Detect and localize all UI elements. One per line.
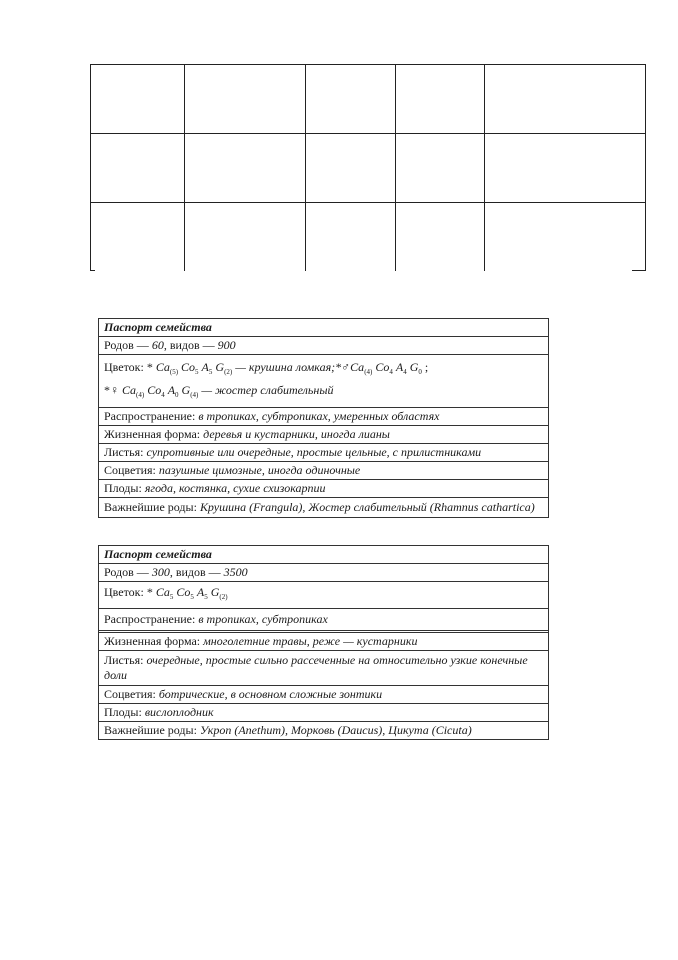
species-count: 3500 — [223, 565, 248, 579]
formula-co: Co — [181, 360, 196, 374]
formula-a: A — [201, 360, 209, 374]
formula-ca: Ca — [155, 585, 170, 599]
formula-ca: Ca — [155, 360, 170, 374]
grid-line — [90, 64, 91, 271]
formula-g: G — [409, 360, 419, 374]
row-label: Соцветия: — [104, 463, 159, 477]
row-value: многолетние травы, реже — кустарники — [203, 634, 418, 648]
formula-female-prefix: *♀ — [104, 383, 122, 397]
row-label: Распространение: — [104, 409, 199, 423]
formula-ca: Ca — [350, 360, 365, 374]
formula-sub: 4 — [389, 368, 393, 376]
row-label: Распространение: — [104, 612, 199, 626]
formula-g: G — [181, 383, 191, 397]
formula-co: Co — [176, 585, 191, 599]
flower-label: Цветок: — [104, 585, 147, 599]
formula-sub: 4 — [403, 368, 407, 376]
family-passport-table-2 — [98, 545, 549, 740]
row-label: Важнейшие роды: — [104, 500, 200, 514]
formula-sub: (4) — [364, 368, 373, 376]
formula-co: Co — [375, 360, 390, 374]
species-label: , видов — — [169, 565, 224, 579]
grid-line — [90, 64, 646, 65]
row-value: в тропиках, субтропиках — [198, 612, 328, 626]
life-form-row — [99, 426, 548, 444]
grid-line — [484, 64, 485, 271]
grid-line — [632, 270, 646, 271]
flower-row — [99, 355, 548, 408]
life-form-row — [99, 633, 548, 651]
formula-species-name: — крушина ломкая;*♂ — [232, 360, 351, 374]
genera-prefix: Родов — — [104, 565, 152, 579]
flower-label: Цветок: — [104, 360, 147, 374]
distribution-row — [99, 408, 548, 426]
grid-line — [90, 133, 646, 134]
empty-grid-table — [90, 64, 646, 271]
formula-sub: 5 — [208, 368, 213, 376]
formula-co: Co — [147, 383, 162, 397]
formula-sub: (2) — [219, 593, 228, 601]
row-value: пазушные цимозные, иногда одиночные — [158, 463, 361, 477]
formula-sub: (2) — [224, 368, 233, 376]
row-label: Жизненная форма: — [104, 634, 204, 648]
formula-a: A — [167, 383, 176, 397]
genera-prefix: Родов — — [104, 338, 152, 352]
species-count: 900 — [217, 338, 236, 352]
genera-row — [99, 564, 548, 582]
genera-count: 300 — [151, 565, 170, 579]
passport-header: Паспорт семейства — [99, 319, 548, 337]
main-genera-row — [99, 722, 548, 739]
row-value: очередные, простые сильно рассеченные на относительно узкие конечные доли — [104, 653, 528, 682]
row-value: Крушина (Frangula), Жостер слабительный (Rhamnus cathartica) — [199, 500, 535, 514]
main-genera-row — [99, 498, 548, 517]
family-passport-table-1 — [98, 318, 549, 518]
leaves-row — [99, 444, 548, 462]
formula-sub: 5 — [190, 593, 194, 601]
row-label: Плоды: — [104, 481, 145, 495]
grid-line — [184, 64, 185, 271]
row-label: Важнейшие роды: — [104, 723, 200, 737]
fruits-row — [99, 480, 548, 498]
formula-sub: 5 — [204, 593, 208, 601]
row-value: в тропиках, субтропиках, умеренных областях — [198, 409, 440, 423]
grid-line — [645, 64, 646, 271]
row-label: Листья: — [104, 445, 147, 459]
formula-star: * — [146, 360, 156, 374]
formula-sub: 5 — [195, 368, 199, 376]
genera-count: 60 — [151, 338, 164, 352]
formula-sub: 0 — [418, 368, 422, 376]
row-value: ботрические, в основном сложные зонтики — [158, 687, 383, 701]
formula-g: G — [210, 585, 220, 599]
row-label: Плоды: — [104, 705, 145, 719]
formula-sub: (4) — [136, 391, 145, 399]
formula-sub: (5) — [169, 368, 179, 376]
formula-sub: 0 — [175, 391, 179, 399]
leaves-row — [99, 651, 548, 686]
formula-a: A — [395, 360, 404, 374]
formula-a: A — [196, 585, 205, 599]
species-label: , видов — — [163, 338, 218, 352]
distribution-row — [99, 609, 548, 633]
inflorescence-row — [99, 462, 548, 480]
formula-sub: 4 — [161, 391, 165, 399]
passport-header: Паспорт семейства — [99, 546, 548, 564]
row-value: супротивные или очередные, простые цельные, с прилистниками — [146, 445, 482, 459]
formula-star: * — [146, 585, 156, 599]
row-label: Листья: — [104, 653, 147, 667]
grid-line — [395, 64, 396, 271]
formula-ca: Ca — [122, 383, 137, 397]
flower-row — [99, 582, 548, 609]
grid-line — [90, 202, 646, 203]
formula-end: ; — [421, 360, 429, 374]
inflorescence-row — [99, 686, 548, 704]
formula-sub: 5 — [169, 593, 174, 601]
formula-sub: (4) — [190, 391, 199, 399]
formula-species-name: — жостер слабительный — [198, 383, 334, 397]
row-value: ягода, костянка, сухие схизокарпии — [144, 481, 326, 495]
row-label: Жизненная форма: — [104, 427, 204, 441]
fruits-row — [99, 704, 548, 722]
formula-g: G — [215, 360, 225, 374]
row-value: Укроп (Anethum), Морковь (Daucus), Цикута (Cicuta) — [199, 723, 472, 737]
grid-line — [305, 64, 306, 271]
row-value: деревья и кустарники, иногда лианы — [203, 427, 390, 441]
row-label: Соцветия: — [104, 687, 159, 701]
genera-row — [99, 337, 548, 355]
row-value: вислоплодник — [144, 705, 214, 719]
